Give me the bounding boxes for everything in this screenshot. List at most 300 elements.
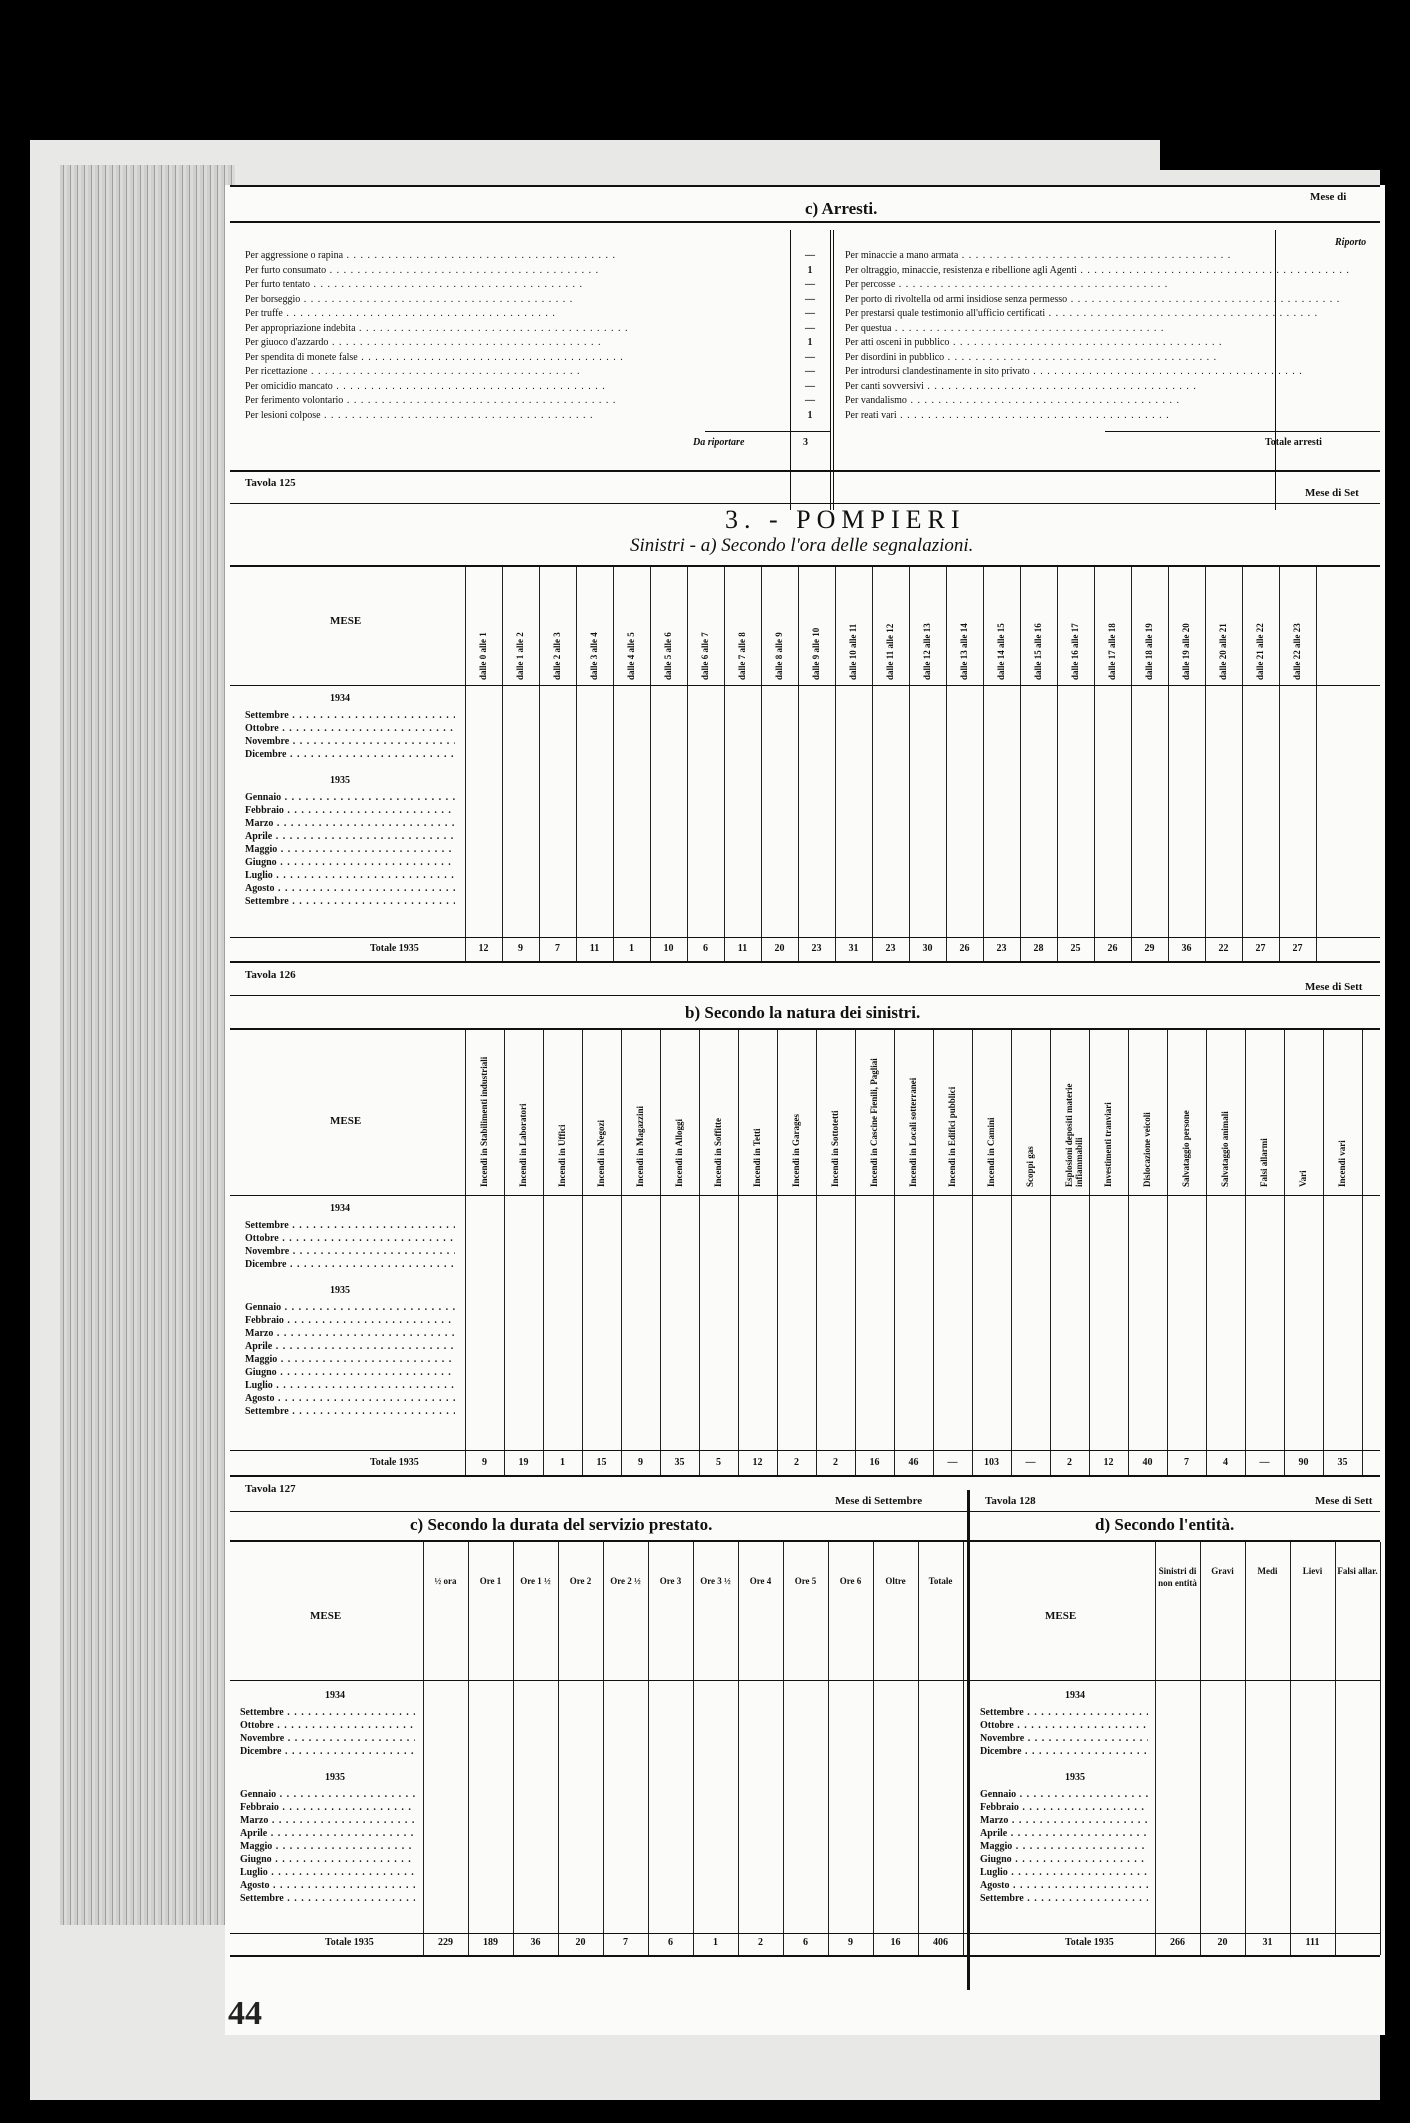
month-label: Luglio . . . bbox=[245, 1379, 455, 1392]
total-value: 1 bbox=[629, 943, 634, 954]
column-header: Salvataggio persone bbox=[1180, 1110, 1191, 1187]
month-label: Marzo . . . bbox=[245, 1327, 455, 1340]
total-value: 27 bbox=[1255, 943, 1266, 954]
column-header: dalle 5 alle 6 bbox=[662, 632, 673, 680]
column-header: dalle 14 alle 15 bbox=[995, 623, 1006, 680]
column-rule bbox=[468, 1542, 469, 1955]
month-label: Aprile . . . bbox=[240, 1827, 415, 1840]
total-value: 7 bbox=[623, 1937, 628, 1948]
table125-label: Tavola 125 bbox=[245, 477, 296, 489]
arrest-value: — bbox=[805, 395, 815, 406]
total-value: 9 bbox=[848, 1937, 853, 1948]
month-label: Giugno . . . bbox=[245, 856, 455, 869]
column-header: Incendi in Camini bbox=[985, 1117, 996, 1187]
year-label: 1934 bbox=[330, 693, 350, 704]
column-header: Falsi allarmi bbox=[1258, 1138, 1269, 1187]
month-label: Maggio . . . bbox=[245, 1353, 455, 1366]
total-value: 31 bbox=[1262, 1937, 1273, 1948]
arrest-item: Per truffe . . . bbox=[245, 307, 630, 322]
column-header: ½ ora bbox=[434, 1576, 457, 1586]
arrest-item: Per oltraggio, minaccie, resistenza e ribellione agli Agenti . . . bbox=[845, 264, 1375, 279]
column-rule bbox=[1020, 567, 1021, 961]
column-rule bbox=[1290, 1542, 1291, 1955]
column-rule bbox=[621, 1030, 622, 1475]
month-label: Dicembre . . . bbox=[240, 1745, 415, 1758]
total-value: 28 bbox=[1033, 943, 1044, 954]
column-rule bbox=[1335, 1542, 1336, 1955]
year-label: 1935 bbox=[330, 775, 350, 786]
table125-corner: Mese di Set bbox=[1305, 487, 1359, 499]
lower-top-rule bbox=[230, 1511, 1380, 1512]
column-rule bbox=[465, 567, 466, 961]
column-rule bbox=[1131, 567, 1132, 961]
column-rule bbox=[1245, 1030, 1246, 1475]
pompieri-heading: 3. - POMPIERI bbox=[725, 505, 966, 534]
month-label: Novembre . . . bbox=[240, 1732, 415, 1745]
month-label: Dicembre . . . bbox=[245, 1258, 455, 1271]
arrest-item: Per omicidio mancato . . . bbox=[245, 380, 630, 395]
table128-label: Tavola 128 bbox=[985, 1495, 1036, 1507]
arrests-riporto-label: Riporto bbox=[1335, 237, 1367, 248]
column-rule bbox=[576, 567, 577, 961]
total-value: 5 bbox=[716, 1457, 721, 1468]
table127-total-label: Totale 1935 bbox=[325, 1937, 374, 1948]
total-value: 2 bbox=[833, 1457, 838, 1468]
column-header: Totale bbox=[928, 1576, 953, 1586]
column-header: Ore 1 bbox=[479, 1576, 502, 1586]
month-label: Settembre . . . bbox=[980, 1892, 1148, 1905]
total-value: 12 bbox=[1103, 1457, 1114, 1468]
month-label: Giugno . . . bbox=[240, 1853, 415, 1866]
column-rule bbox=[699, 1030, 700, 1475]
column-header: Oltre bbox=[885, 1576, 906, 1586]
total-value: 23 bbox=[996, 943, 1007, 954]
arrest-item: Per vandalismo . . . bbox=[845, 394, 1375, 409]
column-header: Incendi vari bbox=[1336, 1140, 1347, 1187]
month-label: Giugno . . . bbox=[245, 1366, 455, 1379]
column-rule bbox=[650, 567, 651, 961]
month-label: Settembre . . . bbox=[245, 1405, 455, 1418]
month-label: Agosto . . . bbox=[245, 882, 455, 895]
table125-head-rule bbox=[230, 565, 1380, 567]
arrest-item: Per canti sovversivi . . . bbox=[845, 380, 1375, 395]
total-value: 266 bbox=[1170, 1937, 1185, 1948]
lower-head-rule bbox=[230, 1540, 1380, 1542]
month-label: Febbraio . . . bbox=[245, 1314, 455, 1327]
month-label: Ottobre . . . bbox=[245, 1232, 455, 1245]
table125-subhead-rule bbox=[230, 685, 1380, 686]
column-header: Incendi in Tetti bbox=[751, 1128, 762, 1187]
month-label: Settembre . . . bbox=[245, 709, 455, 722]
column-header: dalle 10 alle 11 bbox=[847, 623, 858, 680]
column-rule bbox=[582, 1030, 583, 1475]
column-rule bbox=[648, 1542, 649, 1955]
month-label: Dicembre . . . bbox=[980, 1745, 1148, 1758]
total-value: 7 bbox=[555, 943, 560, 954]
total-value: 11 bbox=[737, 943, 748, 954]
table126-top-rule bbox=[230, 995, 1380, 996]
column-rule bbox=[738, 1542, 739, 1955]
arrest-value: — bbox=[805, 279, 815, 290]
month-label: Settembre . . . bbox=[245, 895, 455, 908]
column-header: Incendi in Negozi bbox=[595, 1119, 606, 1187]
month-label: Giugno . . . bbox=[980, 1853, 1148, 1866]
total-value: 9 bbox=[482, 1457, 487, 1468]
total-value: 20 bbox=[1217, 1937, 1228, 1948]
column-rule bbox=[724, 567, 725, 961]
table127-label: Tavola 127 bbox=[245, 1483, 296, 1495]
table126-total-label: Totale 1935 bbox=[370, 1457, 419, 1468]
column-rule bbox=[513, 1542, 514, 1955]
table125-top-rule bbox=[230, 503, 1380, 504]
total-value: 229 bbox=[438, 1937, 453, 1948]
column-header: Incendi in Laboratori bbox=[517, 1103, 528, 1187]
arrest-item: Per appropriazione indebita . . . bbox=[245, 322, 630, 337]
column-header: Medi bbox=[1257, 1566, 1278, 1576]
total-value: 12 bbox=[752, 1457, 763, 1468]
year-label: 1935 bbox=[325, 1772, 345, 1783]
column-rule bbox=[1200, 1542, 1201, 1955]
year-label: 1934 bbox=[325, 1690, 345, 1701]
column-header: dalle 7 alle 8 bbox=[736, 632, 747, 680]
arrest-value: — bbox=[805, 380, 815, 392]
column-rule bbox=[1057, 567, 1058, 961]
table128-corner: Mese di Sett bbox=[1315, 1495, 1373, 1507]
table127-corner: Mese di Settembre bbox=[835, 1495, 923, 1507]
month-label: Ottobre . . . bbox=[245, 722, 455, 735]
month-label: Aprile . . . bbox=[980, 1827, 1148, 1840]
table125-subheading: Sinistri - a) Secondo l'ora delle segnalazioni. bbox=[630, 535, 974, 556]
total-value: 29 bbox=[1144, 943, 1155, 954]
column-rule bbox=[1279, 567, 1280, 961]
total-value: 23 bbox=[811, 943, 822, 954]
month-label: Luglio . . . bbox=[245, 869, 455, 882]
column-rule bbox=[855, 1030, 856, 1475]
month-label: Maggio . . . bbox=[980, 1840, 1148, 1853]
column-header: Incendi in Alloggi bbox=[673, 1118, 684, 1187]
column-header: dalle 6 alle 7 bbox=[699, 632, 710, 680]
column-rule bbox=[963, 1542, 964, 1955]
column-rule bbox=[946, 567, 947, 961]
column-header: dalle 8 alle 9 bbox=[773, 632, 784, 680]
arrests-total-label: Totale arresti bbox=[1265, 437, 1322, 448]
table126-head-rule bbox=[230, 1028, 1380, 1030]
book-page-edges bbox=[60, 165, 235, 1925]
column-header: Ore 3 ½ bbox=[700, 1576, 731, 1586]
arrest-value: — bbox=[805, 366, 815, 377]
arrest-item: Per prestarsi quale testimonio all'ufficio certificati . . . bbox=[845, 307, 1375, 322]
column-rule bbox=[828, 1542, 829, 1955]
month-label: Ottobre . . . bbox=[240, 1719, 415, 1732]
month-label: Maggio . . . bbox=[245, 843, 455, 856]
column-rule bbox=[873, 1542, 874, 1955]
column-rule bbox=[1242, 567, 1243, 961]
month-label: Marzo . . . bbox=[245, 817, 455, 830]
month-label: Febbraio . . . bbox=[980, 1801, 1148, 1814]
column-rule bbox=[502, 567, 503, 961]
column-header: Investimenti tranviari bbox=[1102, 1102, 1113, 1187]
column-header: dalle 0 alle 1 bbox=[477, 632, 488, 680]
arrests-carry-label: Da riportare bbox=[693, 437, 745, 448]
column-header: dalle 3 alle 4 bbox=[588, 632, 599, 680]
column-header: dalle 20 alle 21 bbox=[1217, 623, 1228, 680]
arrests-right-value-col bbox=[1275, 230, 1276, 510]
arrests-value-col-right bbox=[830, 230, 831, 510]
lower-bottom-rule bbox=[230, 1955, 1380, 1957]
table125-total-label: Totale 1935 bbox=[370, 943, 419, 954]
column-header: Vari bbox=[1297, 1170, 1308, 1187]
column-rule bbox=[894, 1030, 895, 1475]
total-value: 23 bbox=[885, 943, 896, 954]
table126-subhead-rule bbox=[230, 1195, 1380, 1196]
column-header: Incendi in Garages bbox=[790, 1113, 801, 1187]
column-header: Dislocazione veicoli bbox=[1141, 1112, 1152, 1187]
column-header: dalle 18 alle 19 bbox=[1143, 623, 1154, 680]
scan-dark-border bbox=[0, 0, 1410, 140]
month-label: Agosto . . . bbox=[240, 1879, 415, 1892]
column-rule bbox=[1011, 1030, 1012, 1475]
column-rule bbox=[1167, 1030, 1168, 1475]
column-rule bbox=[1155, 1542, 1156, 1955]
column-header: dalle 19 alle 20 bbox=[1180, 623, 1191, 680]
column-rule bbox=[738, 1030, 739, 1475]
year-label: 1934 bbox=[1065, 1690, 1085, 1701]
arrest-item: Per giuoco d'azzardo . . . bbox=[245, 336, 630, 351]
column-header: Ore 3 bbox=[659, 1576, 682, 1586]
total-value: 1 bbox=[713, 1937, 718, 1948]
arrest-item: Per introdursi clandestinamente in sito privato . . . bbox=[845, 365, 1375, 380]
column-rule bbox=[1089, 1030, 1090, 1475]
column-rule bbox=[603, 1542, 604, 1955]
arrests-total-rule bbox=[1105, 431, 1380, 432]
table125-bottom-rule bbox=[230, 961, 1380, 963]
column-rule bbox=[972, 1030, 973, 1475]
total-value: 10 bbox=[663, 943, 674, 954]
total-value: — bbox=[1259, 1457, 1270, 1468]
total-value: 26 bbox=[1107, 943, 1118, 954]
total-value: 2 bbox=[758, 1937, 763, 1948]
column-header: Incendi in Sottotetti bbox=[829, 1110, 840, 1187]
column-header: Ore 1 ½ bbox=[520, 1576, 551, 1586]
year-label: 1935 bbox=[1065, 1772, 1085, 1783]
total-value: 9 bbox=[638, 1457, 643, 1468]
column-header: Incendi in Uffici bbox=[556, 1124, 567, 1187]
arrest-value: — bbox=[805, 351, 815, 363]
month-label: Settembre . . . bbox=[245, 1219, 455, 1232]
column-rule bbox=[798, 567, 799, 961]
arrest-item: Per ricettazione . . . bbox=[245, 365, 630, 380]
arrest-item: Per atti osceni in pubblico . . . bbox=[845, 336, 1375, 351]
month-label: Settembre . . . bbox=[980, 1706, 1148, 1719]
column-rule bbox=[835, 567, 836, 961]
total-value: 19 bbox=[518, 1457, 529, 1468]
table126-subheading: b) Secondo la natura dei sinistri. bbox=[685, 1003, 921, 1022]
lower-total-rule bbox=[230, 1933, 1380, 1934]
total-value: 90 bbox=[1298, 1457, 1309, 1468]
month-label: Marzo . . . bbox=[240, 1814, 415, 1827]
total-value: 11 bbox=[589, 943, 600, 954]
total-value: 46 bbox=[908, 1457, 919, 1468]
total-value: 189 bbox=[483, 1937, 498, 1948]
arrest-item: Per questua . . . bbox=[845, 322, 1375, 337]
month-label: Gennaio . . . bbox=[980, 1788, 1148, 1801]
column-header: Lievi bbox=[1302, 1566, 1323, 1576]
total-value: 30 bbox=[922, 943, 933, 954]
column-header: Ore 6 bbox=[839, 1576, 862, 1586]
month-label: Febbraio . . . bbox=[245, 804, 455, 817]
column-header: Sinistri di non entità bbox=[1158, 1566, 1197, 1588]
arrest-item: Per porto di rivoltella od armi insidiose senza permesso . . . bbox=[845, 293, 1375, 308]
arrests-divider bbox=[833, 230, 834, 510]
month-label: Marzo . . . bbox=[980, 1814, 1148, 1827]
column-header: dalle 2 alle 3 bbox=[551, 632, 562, 680]
total-value: 36 bbox=[530, 1937, 541, 1948]
arrest-item: Per lesioni colpose . . . bbox=[245, 409, 630, 424]
column-header: dalle 22 alle 23 bbox=[1291, 623, 1302, 680]
arrest-item: Per borseggio . . . bbox=[245, 293, 630, 308]
column-rule bbox=[543, 1030, 544, 1475]
arrests-right-list bbox=[845, 249, 1375, 423]
total-value: — bbox=[1025, 1457, 1036, 1468]
column-rule bbox=[1245, 1542, 1246, 1955]
arrest-value: 1 bbox=[807, 264, 813, 276]
column-rule bbox=[1128, 1030, 1129, 1475]
column-header: Esplosioni depositi materie infiammabili bbox=[1063, 1083, 1084, 1187]
arrests-carry-value: 3 bbox=[803, 437, 808, 448]
column-rule bbox=[918, 1542, 919, 1955]
page-number: 44 bbox=[228, 1995, 262, 2032]
table125-total-rule bbox=[230, 937, 1380, 938]
month-label: Luglio . . . bbox=[980, 1866, 1148, 1879]
column-header: Incendi in Soffitte bbox=[712, 1117, 723, 1187]
month-label: Dicembre . . . bbox=[245, 748, 455, 761]
column-rule bbox=[1362, 1030, 1363, 1475]
column-rule bbox=[783, 1542, 784, 1955]
table126-total-rule bbox=[230, 1450, 1380, 1451]
table126-label: Tavola 126 bbox=[245, 969, 296, 981]
column-rule bbox=[423, 1542, 424, 1955]
total-value: 103 bbox=[984, 1457, 999, 1468]
total-value: 40 bbox=[1142, 1457, 1153, 1468]
top-rule bbox=[230, 185, 1380, 187]
lower-divider bbox=[967, 1490, 970, 1990]
document-page bbox=[225, 185, 1385, 2035]
total-value: 6 bbox=[703, 943, 708, 954]
total-value: 35 bbox=[674, 1457, 685, 1468]
column-rule bbox=[1323, 1030, 1324, 1475]
column-rule bbox=[660, 1030, 661, 1475]
total-value: 25 bbox=[1070, 943, 1081, 954]
month-label: Gennaio . . . bbox=[245, 791, 455, 804]
total-value: 6 bbox=[803, 1937, 808, 1948]
table128-mese: MESE bbox=[1045, 1610, 1077, 1622]
column-header: dalle 1 alle 2 bbox=[514, 632, 525, 680]
column-header: Ore 2 bbox=[569, 1576, 592, 1586]
total-value: 36 bbox=[1181, 943, 1192, 954]
arrests-header-rule bbox=[230, 221, 1380, 223]
arrest-value: — bbox=[805, 308, 815, 319]
column-header: Gravi bbox=[1211, 1566, 1234, 1576]
arrest-value: 1 bbox=[807, 409, 813, 421]
total-value: 2 bbox=[794, 1457, 799, 1468]
total-value: 16 bbox=[869, 1457, 880, 1468]
table128-subheading: d) Secondo l'entità. bbox=[1095, 1515, 1235, 1534]
column-rule bbox=[1205, 567, 1206, 961]
arrest-item: Per furto consumato . . . bbox=[245, 264, 630, 279]
total-value: — bbox=[947, 1457, 958, 1468]
month-label: Settembre . . . bbox=[240, 1706, 415, 1719]
total-value: 20 bbox=[774, 943, 785, 954]
total-value: 12 bbox=[478, 943, 489, 954]
scan-dark-tab bbox=[1160, 140, 1410, 170]
column-rule bbox=[1168, 567, 1169, 961]
column-rule bbox=[1050, 1030, 1051, 1475]
month-label: Novembre . . . bbox=[245, 735, 455, 748]
column-header: Incendi in Edifici pubblici bbox=[946, 1086, 957, 1187]
arrests-title: c) Arresti. bbox=[805, 199, 878, 218]
column-rule bbox=[693, 1542, 694, 1955]
arrest-item: Per percosse . . . bbox=[845, 278, 1375, 293]
column-header: Ore 4 bbox=[749, 1576, 772, 1586]
column-rule bbox=[1380, 1542, 1381, 1955]
lower-subhead-rule bbox=[230, 1680, 1380, 1681]
arrests-values bbox=[790, 249, 830, 423]
total-value: 20 bbox=[575, 1937, 586, 1948]
table126-mese: MESE bbox=[330, 1115, 362, 1127]
month-label: Febbraio . . . bbox=[240, 1801, 415, 1814]
year-label: 1935 bbox=[330, 1285, 350, 1296]
column-rule bbox=[983, 567, 984, 961]
column-rule bbox=[1284, 1030, 1285, 1475]
month-label: Gennaio . . . bbox=[240, 1788, 415, 1801]
column-header: Falsi allar. bbox=[1337, 1566, 1378, 1576]
total-value: 111 bbox=[1305, 1937, 1320, 1948]
column-header: Incendi in Locali sotterranei bbox=[907, 1077, 918, 1187]
total-value: 35 bbox=[1337, 1457, 1348, 1468]
column-header: dalle 17 alle 18 bbox=[1106, 623, 1117, 680]
arrests-carry-rule bbox=[705, 431, 830, 432]
table125-mese: MESE bbox=[330, 615, 362, 627]
arrest-value: — bbox=[805, 293, 815, 305]
column-rule bbox=[1206, 1030, 1207, 1475]
total-value: 2 bbox=[1067, 1457, 1072, 1468]
arrest-item: Per ferimento volontario . . . bbox=[245, 394, 630, 409]
column-rule bbox=[761, 567, 762, 961]
total-value: 406 bbox=[933, 1937, 948, 1948]
total-value: 9 bbox=[518, 943, 523, 954]
arrests-left-list bbox=[245, 249, 630, 423]
column-header: dalle 11 alle 12 bbox=[884, 623, 895, 680]
column-header: dalle 15 alle 16 bbox=[1032, 623, 1043, 680]
year-label: 1934 bbox=[330, 1203, 350, 1214]
column-rule bbox=[558, 1542, 559, 1955]
arrest-item: Per minaccie a mano armata . . . bbox=[845, 249, 1375, 264]
total-value: 7 bbox=[1184, 1457, 1189, 1468]
arrests-bottom-rule bbox=[230, 470, 1380, 472]
total-value: 4 bbox=[1223, 1457, 1228, 1468]
column-rule bbox=[539, 567, 540, 961]
month-label: Gennaio . . . bbox=[245, 1301, 455, 1314]
total-value: 16 bbox=[890, 1937, 901, 1948]
table127-subheading: c) Secondo la durata del servizio prestato. bbox=[410, 1515, 713, 1534]
month-label: Aprile . . . bbox=[245, 830, 455, 843]
month-label: Settembre . . . bbox=[240, 1892, 415, 1905]
column-rule bbox=[465, 1030, 466, 1475]
arrest-value: — bbox=[805, 250, 815, 261]
total-value: 27 bbox=[1292, 943, 1303, 954]
column-header: Incendi in Stabilimenti industriali bbox=[478, 1056, 489, 1187]
table128-total-label: Totale 1935 bbox=[1065, 1937, 1114, 1948]
